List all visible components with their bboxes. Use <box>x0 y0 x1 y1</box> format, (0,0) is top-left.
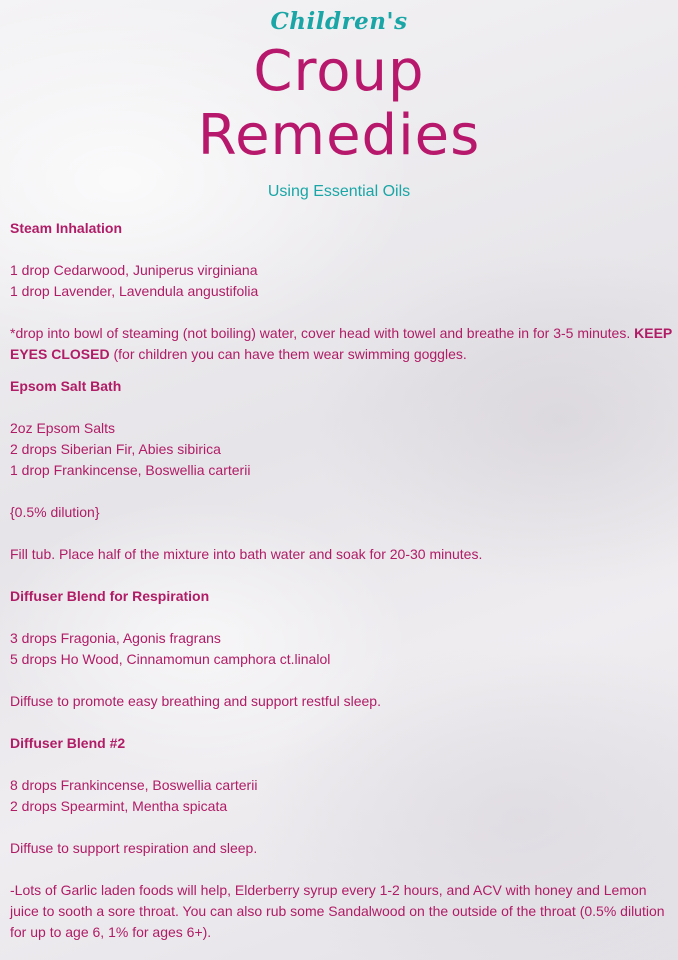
ingredient-line: 2 drops Siberian Fir, Abies sibirica <box>10 441 221 457</box>
spacer <box>10 859 674 880</box>
spacer <box>10 670 674 691</box>
title-line-1: Croup <box>253 39 425 104</box>
closing-tips: -Lots of Garlic laden foods will help, Elderberry syrup every 1-2 hours, and ACV with honey and Lemon juice to sooth a sore throat. You can also rub some Sandalwood on the outside of the throat (0.5% dilution for up to age 6, 1% for ages 6+). <box>10 882 665 940</box>
epsom-dilution: {0.5% dilution} <box>10 504 100 520</box>
spacer <box>10 302 674 323</box>
spacer <box>10 754 674 775</box>
spacer <box>10 523 674 544</box>
remedies-content <box>10 218 674 943</box>
diffuser-1-instructions: Diffuse to promote easy breathing and support restful sleep. <box>10 693 381 709</box>
spacer <box>10 817 674 838</box>
ingredient-line: 2 drops Spearmint, Mentha spicata <box>10 798 228 814</box>
steam-instructions <box>10 323 674 365</box>
spacer <box>10 481 674 502</box>
ingredient-line: 8 drops Frankincense, Boswellia carterii <box>10 777 258 793</box>
section-heading-steam: Steam Inhalation <box>10 220 123 236</box>
section-heading-epsom: Epsom Salt Bath <box>10 378 122 394</box>
section-heading-diffuser-1: Diffuser Blend for Respiration <box>10 588 210 604</box>
spacer <box>10 607 674 628</box>
ingredient-line: 3 drops Fragonia, Agonis fragrans <box>10 630 221 646</box>
subtitle-top: Children's <box>270 8 408 35</box>
spacer <box>10 712 674 733</box>
steam-note-warning: KEEP EYES CLOSED <box>10 325 672 362</box>
spacer <box>10 239 674 260</box>
ingredient-line: 1 drop Frankincense, Boswellia carterii <box>10 462 251 478</box>
epsom-instructions: Fill tub. Place half of the mixture into bath water and soak for 20-30 minutes. <box>10 546 483 562</box>
spacer <box>10 565 674 586</box>
title-line-2: Remedies <box>197 103 481 168</box>
spacer <box>10 365 674 376</box>
section-heading-diffuser-2: Diffuser Blend #2 <box>10 735 126 751</box>
ingredient-line: 2oz Epsom Salts <box>10 420 116 436</box>
diffuser-2-instructions: Diffuse to support respiration and sleep. <box>10 840 258 856</box>
steam-note-start: *drop into bowl of steaming (not boiling) water, cover head with towel and breathe in for 3-5 minutes. <box>10 325 635 341</box>
tagline: Using Essential Oils <box>267 183 411 200</box>
ingredient-line: 5 drops Ho Wood, Cinnamomun camphora ct.linalol <box>10 651 331 667</box>
spacer <box>10 397 674 418</box>
steam-note-end: (for children you can have them wear swimming goggles. <box>109 346 467 362</box>
ingredient-line: 1 drop Cedarwood, Juniperus virginiana <box>10 262 258 278</box>
ingredient-line: 1 drop Lavender, Lavendula angustifolia <box>10 283 259 299</box>
